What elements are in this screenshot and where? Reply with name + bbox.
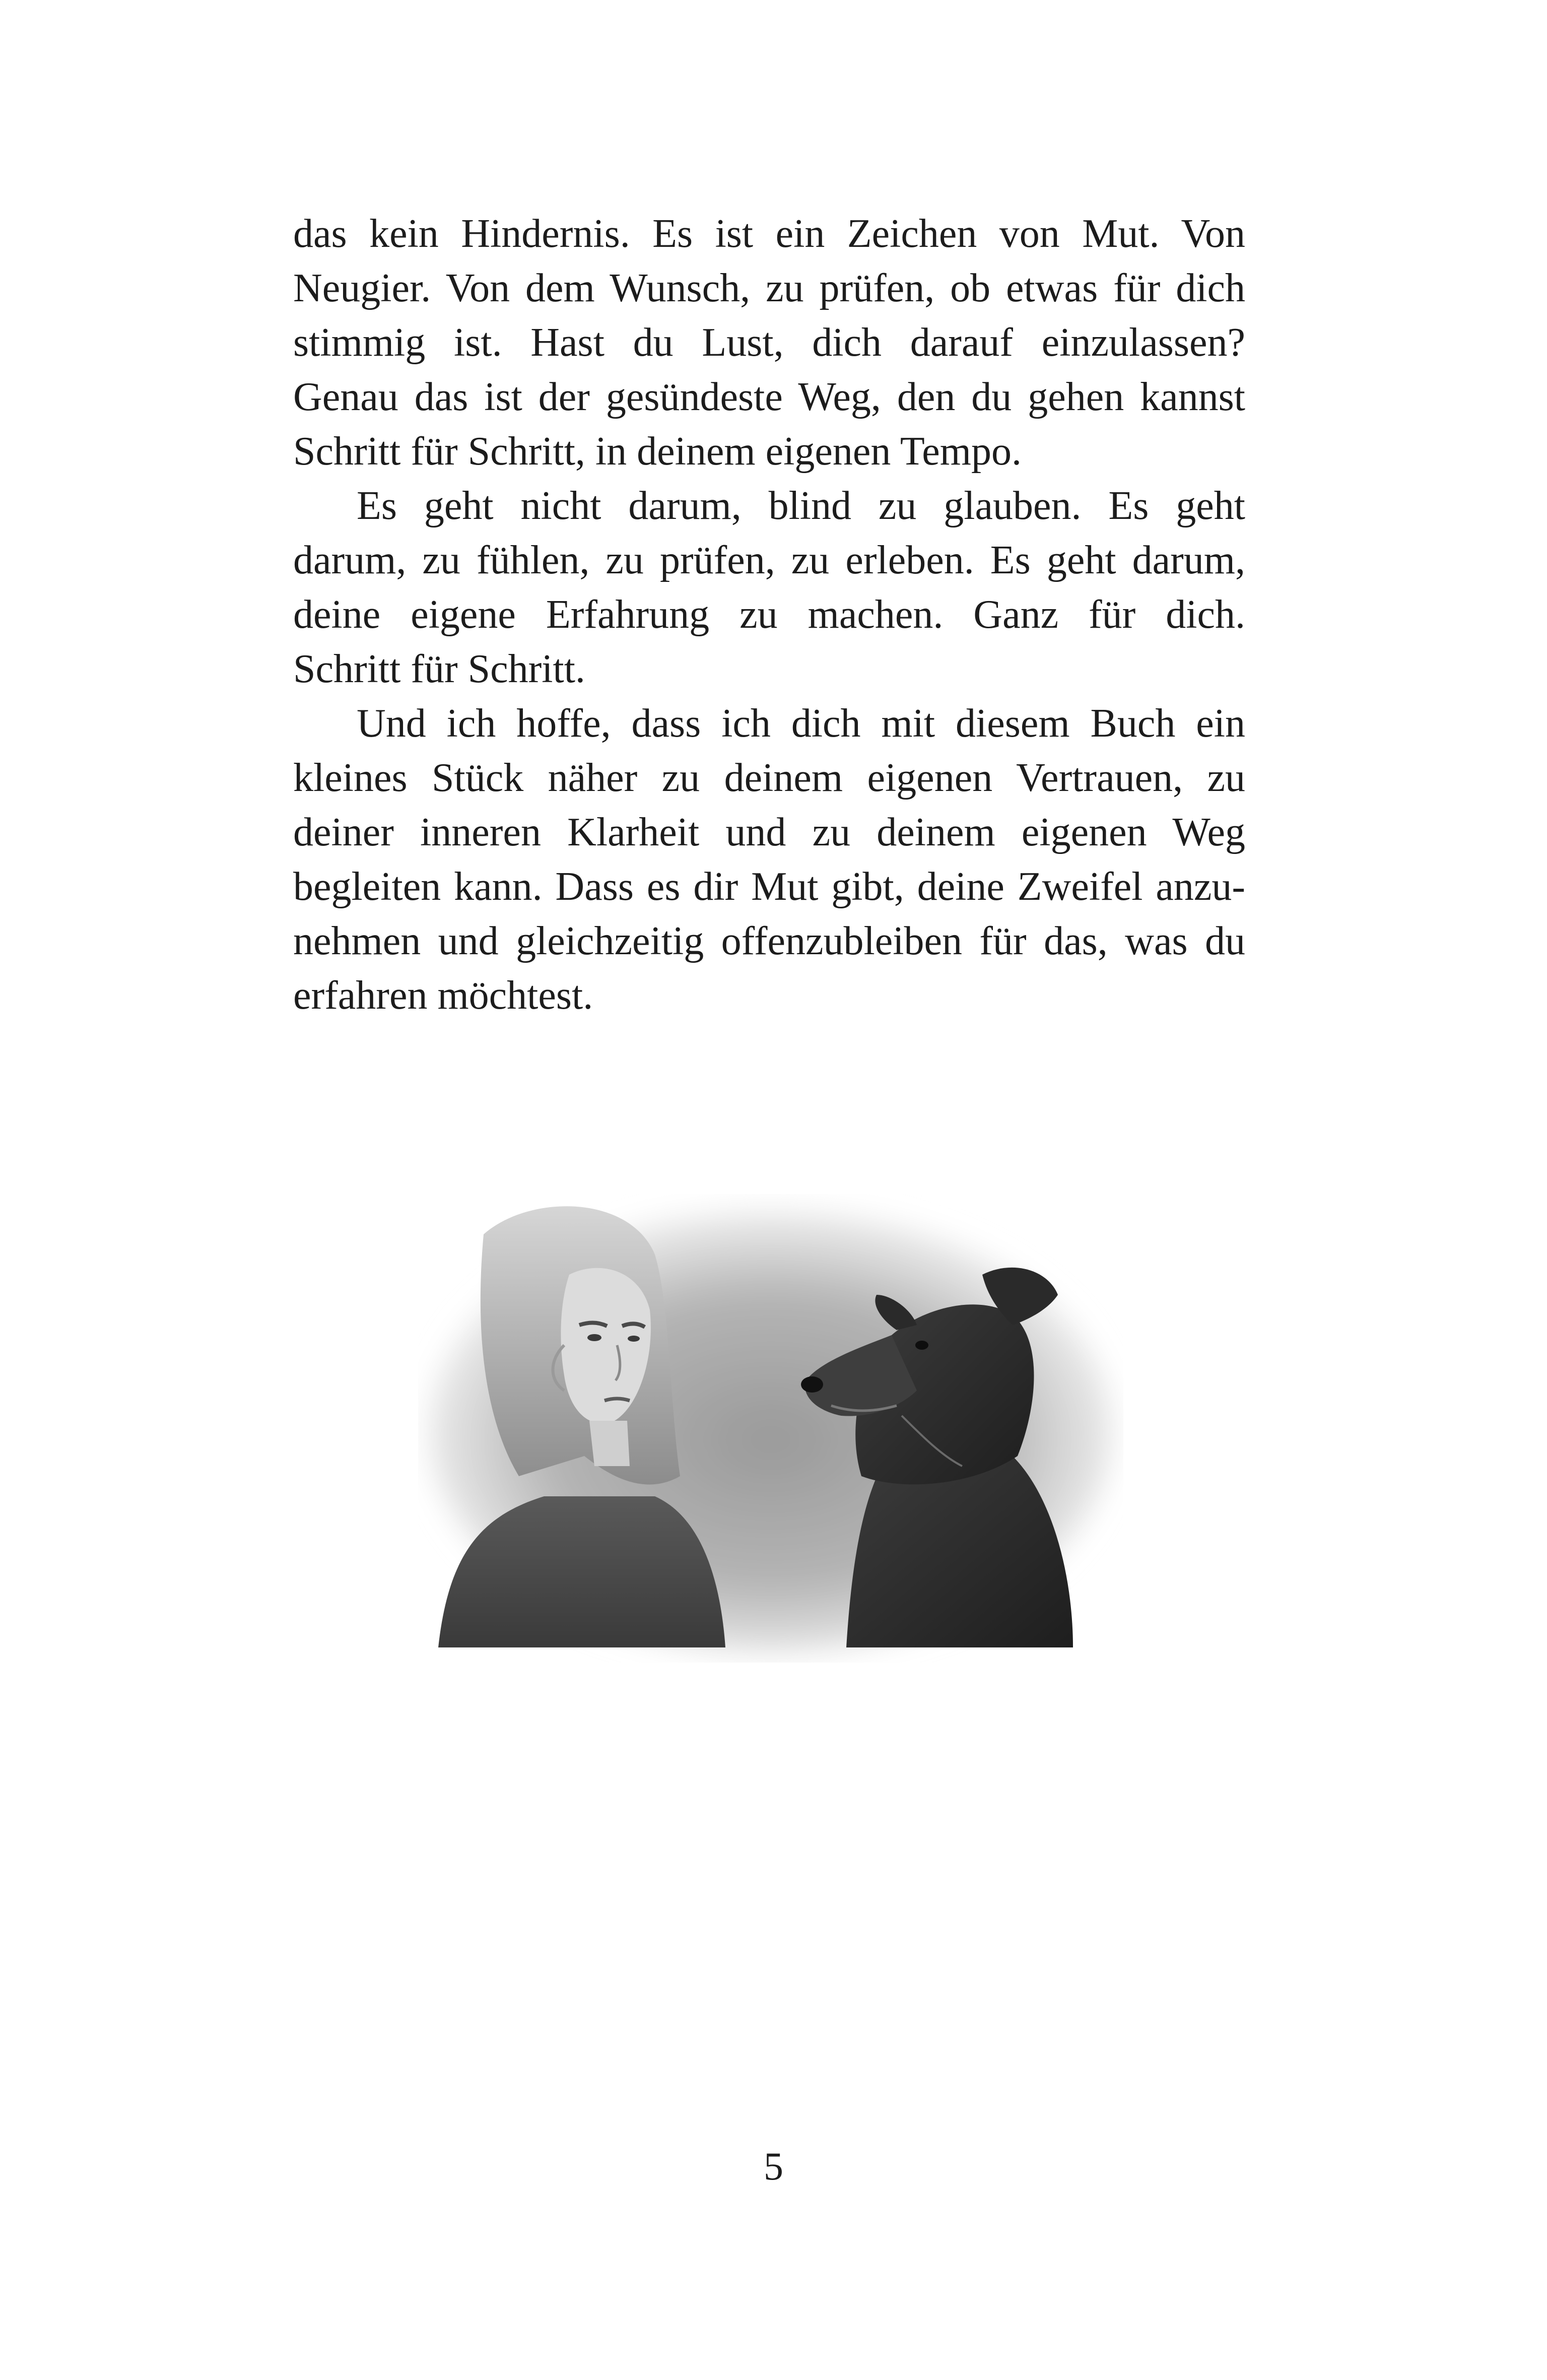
text-line: Schritt für Schritt. bbox=[293, 647, 585, 691]
paragraph-3 bbox=[293, 696, 1245, 1023]
text-line: Es geht nicht darum, blind zu glauben. Es geht bbox=[357, 484, 1245, 528]
text-line: Schritt für Schritt, in deinem eigenen Tempo. bbox=[293, 429, 1022, 474]
text-line: darum, zu fühlen, zu prüfen, zu erleben. Es geht darum, bbox=[293, 538, 1245, 582]
text-line: das kein Hindernis. Es ist ein Zeichen von Mut. Von bbox=[293, 212, 1245, 256]
page-number: 5 bbox=[764, 2144, 783, 2188]
text-line: Neugier. Von dem Wunsch, zu prüfen, ob etwas für dich bbox=[293, 266, 1245, 310]
text-line: begleiten kann. Dass es dir Mut gibt, deine Zweifel anzu- bbox=[293, 865, 1245, 909]
paragraph-2 bbox=[293, 479, 1245, 696]
woman-and-dog-illustration bbox=[418, 1194, 1123, 1663]
text-line: deine eigene Erfahrung zu machen. Ganz für dich. bbox=[293, 592, 1245, 637]
text-line: Genau das ist der gesündeste Weg, den du gehen kannst bbox=[293, 375, 1245, 419]
text-line: Und ich hoffe, dass ich dich mit diesem Buch ein bbox=[357, 701, 1245, 746]
text-line: kleines Stück näher zu deinem eigenen Vertrauen, zu bbox=[293, 756, 1245, 800]
text-line: stimmig ist. Hast du Lust, dich darauf einzulassen? bbox=[293, 320, 1245, 365]
paragraph-1 bbox=[293, 207, 1245, 479]
text-line: nehmen und gleichzeitig offenzubleiben für das, was du bbox=[293, 919, 1245, 963]
body-text bbox=[293, 207, 1245, 1023]
text-line: erfahren möchtest. bbox=[293, 973, 593, 1018]
text-line: deiner inneren Klarheit und zu deinem eigenen Weg bbox=[293, 810, 1245, 854]
